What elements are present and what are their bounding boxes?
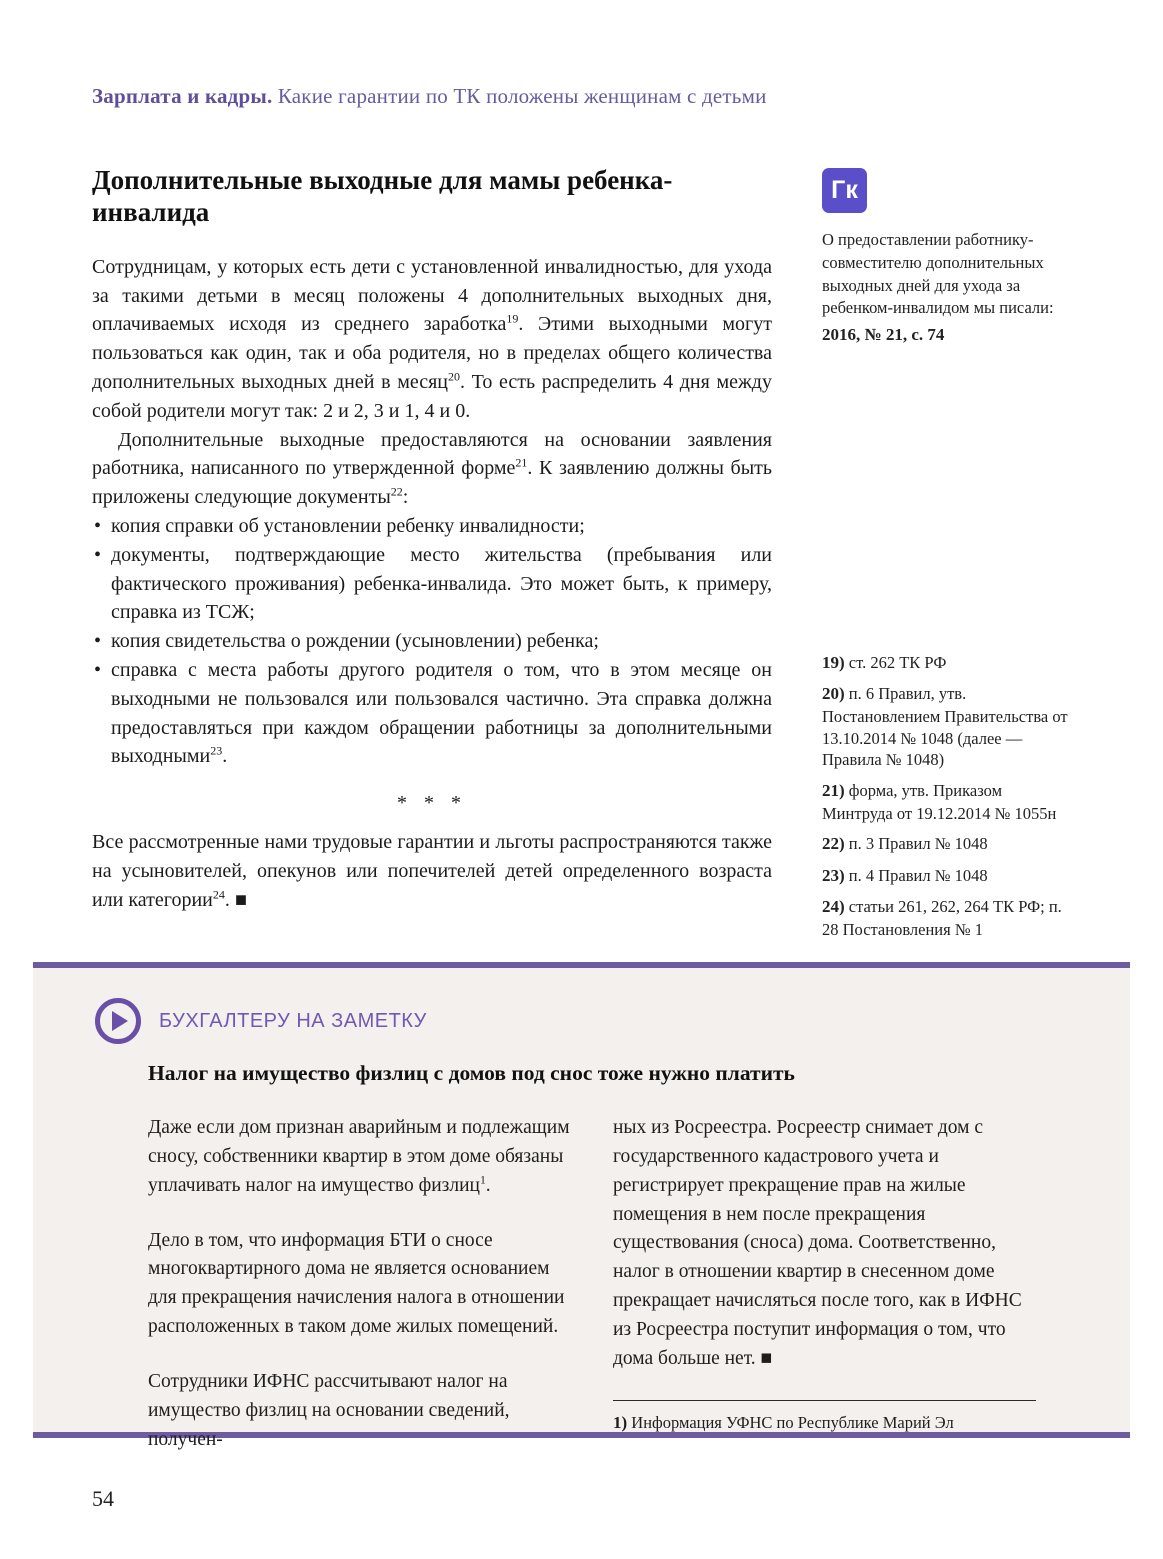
article-paragraph: Сотрудницам, у которых есть дети с установленной инвалидностью, для ухода за такими детьми в месяц положены 4 дополнительных выходных дня, оплачиваемых исходя из среднего заработка$^{19}$. Этими выходными могут пользоваться как один, так и оба родителя, но в пределах общего количества дополнительных выходных дней в месяц$^{20}$. То есть распределить 4 дня между собой родители могут так: 2 и 2, 3 и 1, 4 и 0. — [92, 255, 772, 422]
note-columns — [148, 1114, 1078, 1455]
page-header — [92, 84, 1072, 109]
footnote-text: статьи 261, 262, 264 ТК РФ; п. 28 Постановления № 1 — [822, 897, 1062, 939]
footnote-number: 19) — [822, 653, 845, 672]
note-paragraph: Дело в том, что информация БТИ о сносе многоквартирного дома не является основанием для прекращения начисления налога в отношении расположенных в таком доме жилых помещений. — [148, 1229, 565, 1338]
play-icon — [95, 998, 141, 1044]
footnote — [822, 833, 1072, 855]
section-separator: * * * — [397, 792, 467, 815]
bullet-item: • копия свидетельства о рождении (усыновлении) ребенка; — [92, 627, 772, 656]
footnote — [822, 652, 1072, 674]
note-footnote — [613, 1400, 1036, 1435]
footnote-number: 23) — [822, 865, 845, 885]
footnote-text: Информация УФНС по Республике Марий Эл — [631, 1412, 954, 1432]
note-paragraph: ных из Росреестра. Росреестр снимает дом с государственного кадастрового учета и регистрирует прекращение прав на жилые помещения в нем после прекращения существования (сноса) дома. Соответственно, налог в отношении квартир в снесенном доме прекращает начисляться после того, как в ИФНС из Росреестра поступит информация о том, что дома больше нет. ■ — [613, 1117, 1022, 1369]
bullet-list — [92, 512, 772, 771]
note-paragraph: Даже если дом признан аварийным и подлежащим сносу, собственники квартир в этом доме обязаны уплачивать налог на имущество физлиц$^1$. — [148, 1117, 570, 1196]
header-article-title: Какие гарантии по ТК положены женщинам с детьми — [277, 84, 767, 108]
sidebar-reference-issue: 2016, № 21, с. 74 — [822, 325, 945, 345]
footnote — [822, 780, 1072, 824]
footnote-text: п. 4 Правил № 1048 — [848, 865, 988, 885]
article-title: Дополнительные выходные для мамы ребенка-инвалида — [92, 165, 673, 228]
note-column-right — [613, 1114, 1036, 1455]
footnote-number: 20) — [822, 684, 845, 704]
footnote-number: 22) — [822, 834, 845, 854]
note-kicker-label: БУХГАЛТЕРУ НА ЗАМЕТКУ — [159, 1009, 427, 1032]
sidebar-reference-text: О предоставлении работнику-совместителю дополнительных выходных дней для ухода за ребенком-инвалидом мы писали: — [822, 230, 1054, 318]
note-column-left — [148, 1114, 571, 1455]
bullet-item: • копия справки об установлении ребенку инвалидности; — [92, 512, 772, 541]
footnote-number: 1) — [613, 1412, 628, 1432]
bullet-item: • справка с места работы другого родителя о том, что в этом месяце он выходными не пользовался или пользовался частично. Эта справка должна предоставляться при каждом обращении работницы за дополнительными выходными$^{23}$. — [92, 656, 772, 771]
article-closing-paragraph: Все рассмотренные нами трудовые гарантии и льготы распространяются также на усыновителей, опекунов или попечителей детей определенного возраста или категории$^{24}$. ■ — [92, 830, 772, 911]
footnote-text: п. 6 Правил, утв. Постановлением Правительства от 13.10.2014 № 1048 (далее — Правила № 1048) — [822, 684, 1068, 770]
footnote-text: ст. 262 ТК РФ — [848, 653, 947, 672]
footnote — [822, 683, 1072, 771]
note-kicker — [95, 998, 427, 1044]
sidebar-reference — [822, 168, 1060, 345]
footnote-text: п. 3 Правил № 1048 — [848, 834, 988, 854]
bullet-item: • документы, подтверждающие место жительства (пребывания или фактического проживания) ребенка-инвалида. Это может быть, к примеру, справка из ТСЖ; — [92, 541, 772, 627]
footnote — [822, 896, 1072, 940]
article-main-column — [92, 164, 772, 914]
footnote — [822, 865, 1072, 887]
footnote-number: 24) — [822, 897, 845, 917]
note-title: Налог на имущество физлиц с домов под снос тоже нужно платить — [148, 1061, 795, 1085]
accountant-note-box — [33, 962, 1130, 1450]
note-paragraph: Сотрудники ИФНС рассчитывают налог на имущество физлиц на основании сведений, получен- — [148, 1371, 510, 1450]
header-section-label: Зарплата и кадры. — [92, 84, 273, 108]
gk-magazine-icon: Гк — [822, 168, 867, 213]
article-paragraph: Дополнительные выходные предоставляются на основании заявления работника, написанного по утвержденной форме$^{21}$. К заявлению должны быть приложены следующие документы$^{22}$: — [92, 428, 772, 509]
footnotes-column — [822, 652, 1072, 949]
footnote-number: 21) — [822, 781, 845, 801]
footnote-text: форма, утв. Приказом Минтруда от 19.12.2014 № 1055н — [822, 781, 1057, 823]
page-number: 54 — [92, 1486, 114, 1511]
